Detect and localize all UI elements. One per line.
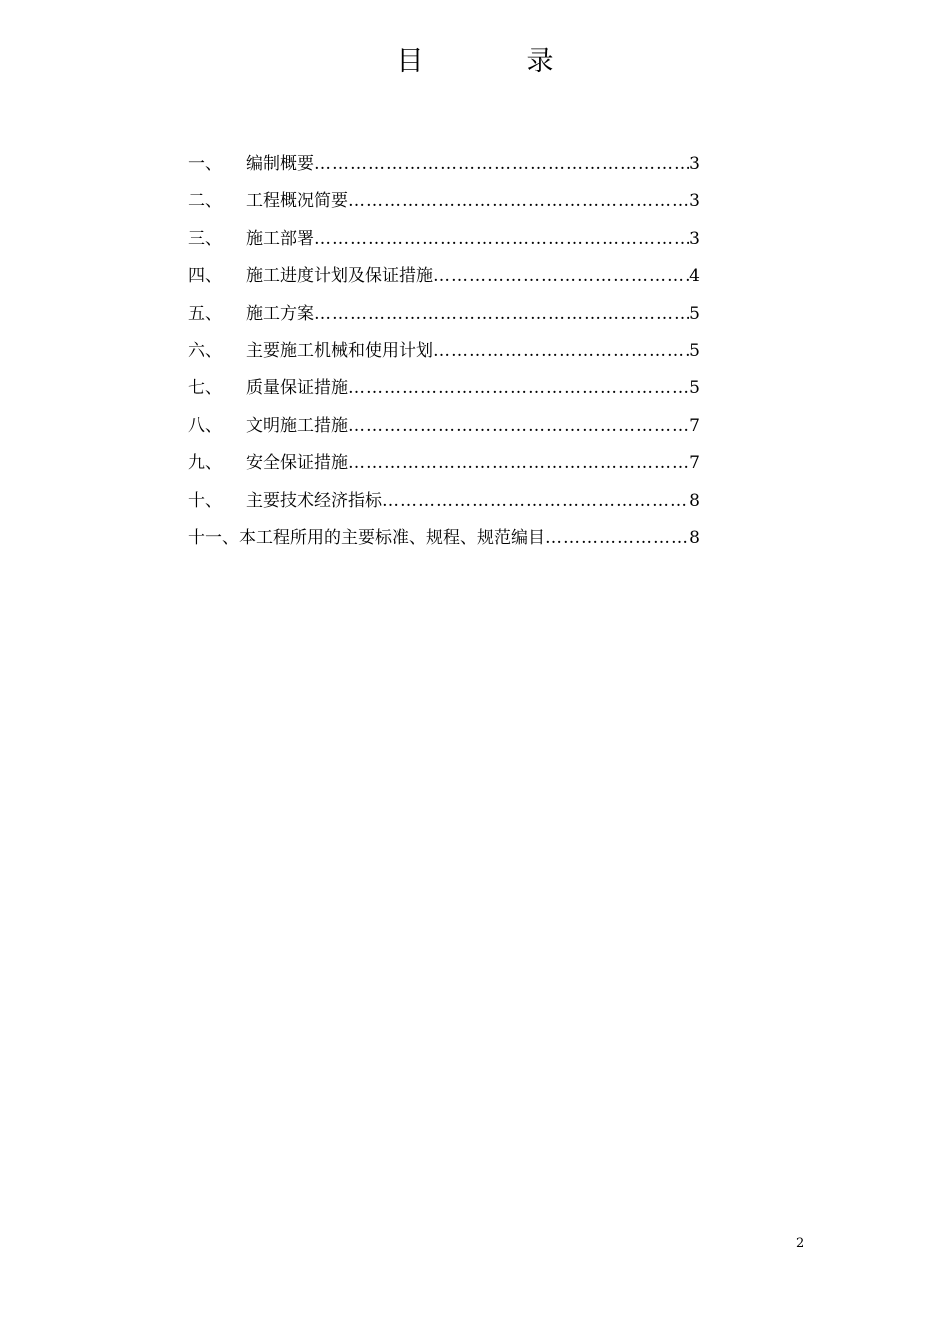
toc-item-title: 主要施工机械和使用计划 bbox=[246, 340, 433, 361]
toc-leader-dots bbox=[348, 408, 689, 445]
toc-item-number: 五、 bbox=[188, 303, 222, 324]
toc-item bbox=[188, 183, 700, 220]
toc-item-page: 8 bbox=[689, 527, 700, 548]
toc-item-page: 3 bbox=[689, 191, 700, 212]
toc-item-page: 4 bbox=[689, 266, 700, 287]
toc-item-number: 一、 bbox=[188, 154, 222, 174]
toc-item-title: 主要技术经济指标 bbox=[246, 490, 382, 511]
toc-item-number: 三、 bbox=[188, 228, 222, 249]
toc-item-page: 3 bbox=[689, 228, 700, 249]
toc-item-title: 安全保证措施 bbox=[246, 453, 348, 474]
toc-leader-dots bbox=[348, 445, 689, 482]
toc-item-page: 8 bbox=[689, 490, 700, 511]
toc-item-page: 5 bbox=[689, 378, 700, 399]
toc-item bbox=[188, 445, 700, 482]
toc-item-number: 六、 bbox=[188, 340, 222, 361]
page-title: 目 录 bbox=[396, 46, 592, 77]
toc-leader-dots bbox=[314, 146, 689, 183]
toc-item-page: 5 bbox=[689, 340, 700, 361]
page-number: 2 bbox=[796, 1236, 805, 1251]
toc-item-title: 文明施工措施 bbox=[246, 415, 348, 436]
toc-item-page: 5 bbox=[689, 303, 700, 324]
toc-item-title: 施工方案 bbox=[246, 303, 314, 324]
toc-item-title: 质量保证措施 bbox=[246, 378, 348, 399]
toc-leader-dots bbox=[382, 483, 689, 520]
toc-item-title: 编制概要 bbox=[246, 154, 314, 174]
toc-item bbox=[188, 146, 700, 183]
toc-item-number: 十一、 bbox=[188, 527, 239, 548]
toc-item-title: 施工进度计划及保证措施 bbox=[246, 266, 433, 287]
toc-item-page: 7 bbox=[689, 415, 700, 436]
toc-leader-dots bbox=[348, 183, 689, 220]
toc-leader-dots bbox=[545, 520, 689, 557]
toc-item bbox=[188, 333, 700, 370]
toc-item bbox=[188, 408, 700, 445]
toc-item-number: 九、 bbox=[188, 453, 222, 474]
toc-item bbox=[188, 221, 700, 258]
toc-item bbox=[188, 520, 700, 557]
toc-item-number: 二、 bbox=[188, 191, 222, 212]
toc-item-title: 工程概况简要 bbox=[246, 191, 348, 212]
toc-item bbox=[188, 370, 700, 407]
toc-item-number: 十、 bbox=[188, 490, 222, 511]
toc-item-number: 四、 bbox=[188, 266, 222, 287]
toc-leader-dots bbox=[314, 221, 689, 258]
toc-item bbox=[188, 296, 700, 333]
toc-leader-dots bbox=[348, 370, 689, 407]
toc-leader-dots bbox=[314, 296, 689, 333]
toc-item-page: 7 bbox=[689, 453, 700, 474]
toc-item-page: 3 bbox=[689, 154, 700, 174]
toc-leader-dots bbox=[433, 333, 689, 370]
toc-item bbox=[188, 258, 700, 295]
table-of-contents bbox=[188, 146, 700, 557]
toc-item-number: 八、 bbox=[188, 415, 222, 436]
toc-item-number: 七、 bbox=[188, 378, 222, 399]
toc-item bbox=[188, 483, 700, 520]
toc-item-title: 施工部署 bbox=[246, 228, 314, 249]
toc-leader-dots bbox=[433, 258, 689, 295]
toc-item-title: 本工程所用的主要标准、规程、规范编目 bbox=[239, 527, 545, 548]
